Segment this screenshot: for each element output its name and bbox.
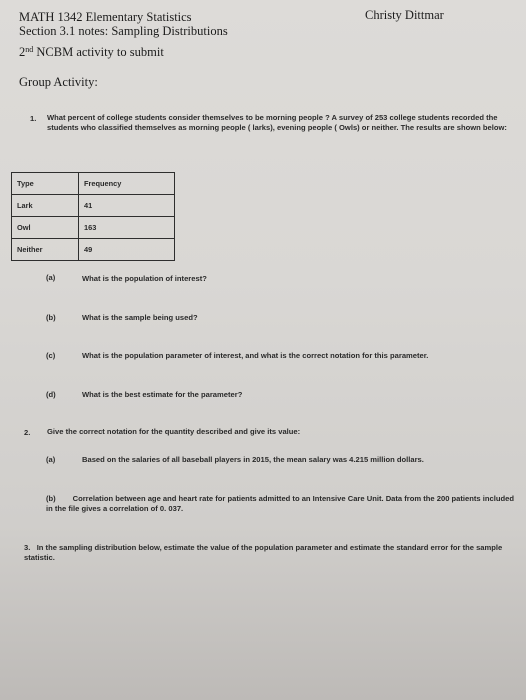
q2a-text: Based on the salaries of all baseball players in 2015, the mean salary was 4.215 million dollars. — [82, 455, 424, 464]
activity-number: 2 — [19, 45, 26, 59]
table-cell: 163 — [79, 217, 175, 239]
q3-text: In the sampling distribution below, estimate the value of the population parameter and estimate the standard error for the sample statistic. — [24, 543, 503, 562]
table-cell: Neither — [12, 239, 79, 261]
q2-number: 2. — [24, 428, 31, 437]
group-activity-label: Group Activity: — [19, 75, 98, 89]
q2b-block — [46, 494, 516, 514]
activity-ordinal: nd — [25, 45, 34, 54]
table-cell: Owl — [12, 217, 79, 239]
frequency-table — [11, 172, 175, 261]
table-header: Type — [12, 173, 79, 195]
q1b-label: (b) — [46, 313, 56, 322]
q3-number: 3. — [24, 543, 31, 552]
q1a-text: What is the population of interest? — [82, 274, 207, 283]
table-row — [12, 239, 175, 261]
activity-text: NCBM activity to submit — [33, 45, 164, 59]
q2a-label: (a) — [46, 455, 56, 464]
q2b-text: Correlation between age and heart rate for patients admitted to an Intensive Care Unit. Data from the 200 patients included in the file gives a correlation of 0. 037. — [46, 494, 514, 513]
table-row — [12, 217, 175, 239]
q2-text: Give the correct notation for the quantity described and give its value: — [47, 427, 301, 436]
q1b-text: What is the sample being used? — [82, 313, 198, 322]
section-title: Section 3.1 notes: Sampling Distributions — [19, 24, 228, 38]
q3-block — [24, 543, 518, 563]
q1d-text: What is the best estimate for the parameter? — [82, 390, 243, 399]
q1c-label: (c) — [46, 351, 56, 360]
q1a-label: (a) — [46, 273, 56, 282]
table-cell: 41 — [79, 195, 175, 217]
activity-line — [19, 45, 164, 59]
author-name: Christy Dittmar — [365, 8, 444, 22]
q1-number: 1. — [30, 114, 37, 123]
q2b-label: (b) — [46, 494, 56, 503]
q1c-text: What is the population parameter of interest, and what is the correct notation for this parameter. — [82, 351, 429, 360]
q1-text: What percent of college students consider themselves to be morning people ? A survey of 253 college students recorded the students who classified themselves as morning people ( larks), evening people ( Owls) or neither. The results are shown below: — [47, 113, 507, 132]
table-cell: Lark — [12, 195, 79, 217]
table-header-row — [12, 173, 175, 195]
table-header: Frequency — [79, 173, 175, 195]
course-title: MATH 1342 Elementary Statistics — [19, 10, 192, 24]
q1d-label: (d) — [46, 390, 56, 399]
table-cell: 49 — [79, 239, 175, 261]
table-row — [12, 195, 175, 217]
